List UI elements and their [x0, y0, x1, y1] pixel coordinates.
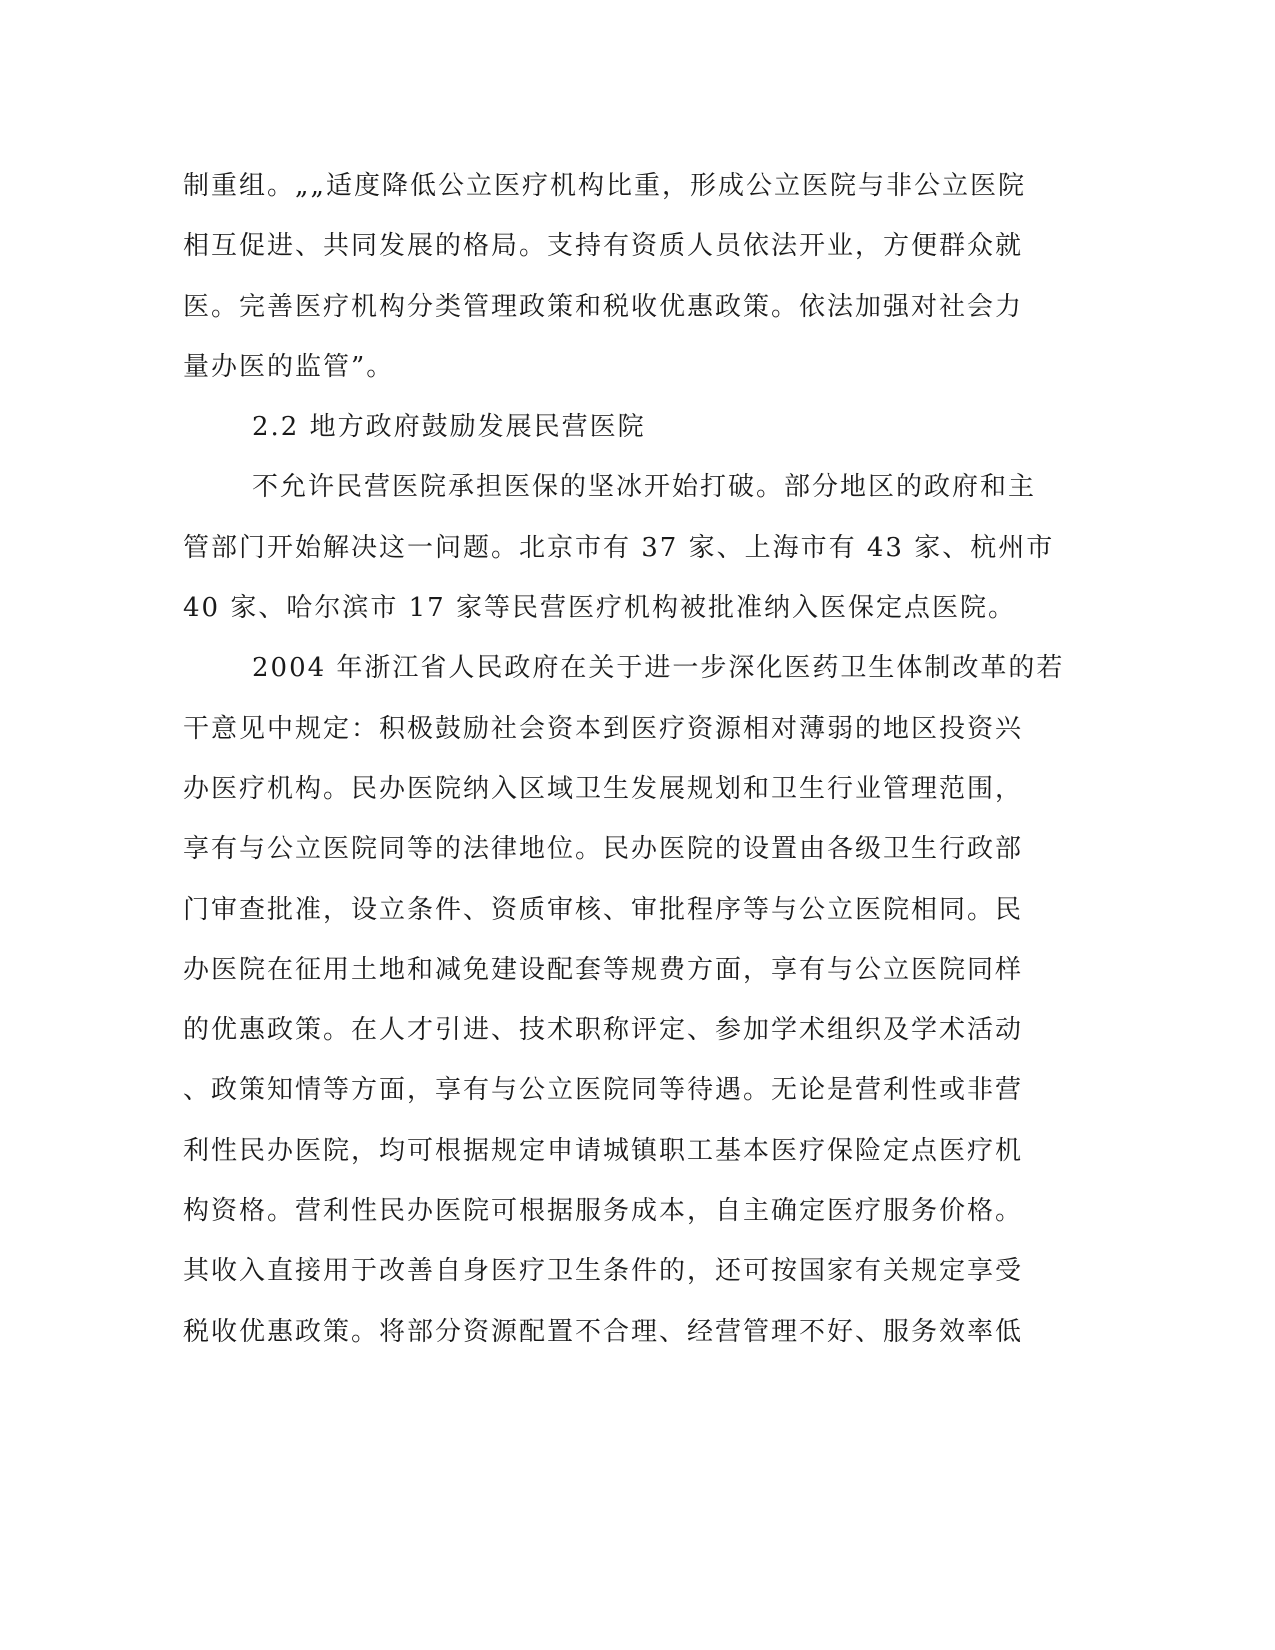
- text-line: 管部门开始解决这一问题。北京市有 37 家、上海市有 43 家、杭州市: [183, 532, 1055, 563]
- text-line: 利性民办医院，均可根据规定申请城镇职工基本医疗保险定点医疗机: [183, 1135, 1024, 1166]
- text-line: 相互促进、共同发展的格局。支持有资质人员依法开业，方便群众就: [183, 231, 1024, 262]
- text-line: 税收优惠政策。将部分资源配置不合理、经营管理不好、服务效率低: [183, 1316, 1024, 1347]
- text-line: 医。完善医疗机构分类管理政策和税收优惠政策。依法加强对社会力: [183, 291, 1024, 322]
- text-line: 享有与公立医院同等的法律地位。民办医院的设置由各级卫生行政部: [183, 834, 1024, 865]
- text-line: 的优惠政策。在人才引进、技术职称评定、参加学术组织及学术活动: [183, 1015, 1024, 1046]
- text-line: 构资格。营利性民办医院可根据服务成本，自主确定医疗服务价格。: [183, 1196, 1024, 1227]
- text-line: 干意见中规定：积极鼓励社会资本到医疗资源相对薄弱的地区投资兴: [183, 713, 1024, 744]
- section-heading: 2.2 地方政府鼓励发展民营医院: [252, 412, 646, 443]
- text-line: 制重组。„„适度降低公立医疗机构比重，形成公立医院与非公立医院: [183, 171, 1026, 201]
- body-text: [183, 156, 1063, 1362]
- text-line: 量办医的监管”。: [183, 351, 395, 382]
- text-line: 办医疗机构。民办医院纳入区域卫生发展规划和卫生行业管理范围，: [183, 773, 1024, 804]
- text-line: 40 家、哈尔滨市 17 家等民营医疗机构被批准纳入医保定点医院。: [183, 593, 1016, 624]
- text-line: 其收入直接用于改善自身医疗卫生条件的，还可按国家有关规定享受: [183, 1256, 1024, 1287]
- text-line: 不允许民营医院承担医保的坚冰开始打破。部分地区的政府和主: [252, 472, 1037, 503]
- text-line: 门审查批准，设立条件、资质审核、审批程序等与公立医院相同。民: [183, 894, 1024, 925]
- text-line: 、政策知情等方面，享有与公立医院同等待遇。无论是营利性或非营: [183, 1075, 1024, 1106]
- text-line: 2004 年浙江省人民政府在关于进一步深化医药卫生体制改革的若: [252, 653, 1065, 684]
- text-line: 办医院在征用土地和减免建设配套等规费方面，享有与公立医院同样: [183, 954, 1024, 985]
